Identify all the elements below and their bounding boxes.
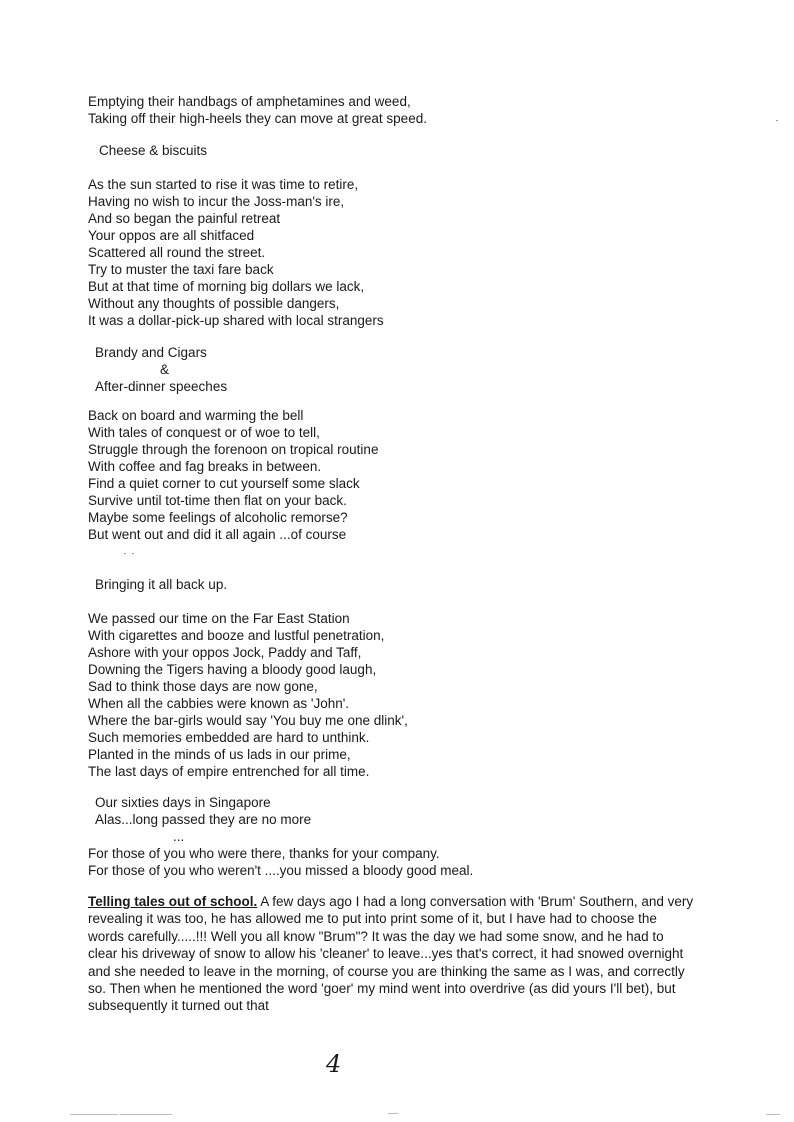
scan-artifact <box>776 120 778 121</box>
stanza-3 <box>88 407 728 543</box>
poem-line: Ashore with your oppos Jock, Paddy and Taff, <box>88 645 362 660</box>
scan-artifact <box>120 1114 172 1115</box>
poem-line: Back on board and warming the bell <box>88 408 304 423</box>
poem-line: As the sun started to rise it was time to retire, <box>88 177 359 192</box>
poem-line: Scattered all round the street. <box>88 245 266 260</box>
stanza-1 <box>88 93 728 127</box>
poem-line: Find a quiet corner to cut yourself some slack <box>88 476 360 491</box>
scan-artifact <box>388 1113 398 1114</box>
poem-line: When all the cabbies were known as 'John'. <box>88 696 350 711</box>
poem-line: Your oppos are all shitfaced <box>88 228 255 243</box>
poem-line: Taking off their high-heels they can move at great speed. <box>88 111 427 126</box>
scan-artifact <box>70 1114 118 1115</box>
article-heading: Telling tales out of school. <box>88 894 258 909</box>
poem-line: Struggle through the forenoon on tropical routine <box>88 442 379 457</box>
scan-artifact <box>132 553 134 554</box>
poem-line: Without any thoughts of possible dangers, <box>88 296 340 311</box>
scan-artifact <box>766 1114 780 1115</box>
stanza-2 <box>88 176 728 329</box>
poem-line: With tales of conquest or of woe to tell, <box>88 425 320 440</box>
poem-line: Sad to think those days are now gone, <box>88 679 318 694</box>
stanza-4 <box>88 610 728 780</box>
article-paragraph <box>88 893 694 1015</box>
poem-line: Survive until tot-time then flat on your back. <box>88 493 347 508</box>
poem-line: It was a dollar-pick-up shared with local strangers <box>88 313 384 328</box>
course-heading-bringing: Bringing it all back up. <box>95 577 228 592</box>
closing-lines: Our sixties days in Singapore Alas...long passed they are no more ... For those of you who were there, thanks for your company. For those of you who weren't ....you missed a bloody good meal. <box>88 795 474 878</box>
poem-line: Having no wish to incur the Joss-man's ire, <box>88 194 345 209</box>
poem-line: Such memories embedded are hard to unthink. <box>88 730 370 745</box>
poem-line: Emptying their handbags of amphetamines and weed, <box>88 94 411 109</box>
poem-line: We passed our time on the Far East Station <box>88 611 350 626</box>
poem-line: But at that time of morning big dollars we lack, <box>88 279 365 294</box>
poem-line: But went out and did it all again ...of course <box>88 527 347 542</box>
course-heading-brandy: Brandy and Cigars & After-dinner speeches <box>95 345 228 394</box>
poem-line: And so began the painful retreat <box>88 211 281 226</box>
poem-line: With coffee and fag breaks in between. <box>88 459 322 474</box>
poem-line: Try to muster the taxi fare back <box>88 262 274 277</box>
poem-line: Maybe some feelings of alcoholic remorse? <box>88 510 348 525</box>
page-number: 4 <box>326 1050 342 1078</box>
poem-line: Downing the Tigers having a bloody good laugh, <box>88 662 377 677</box>
scan-artifact <box>124 553 126 554</box>
poem-line: With cigarettes and booze and lustful penetration, <box>88 628 385 643</box>
poem-line: Planted in the minds of us lads in our prime, <box>88 747 351 762</box>
article-body: A few days ago I had a long conversation with 'Brum' Southern, and very revealing it was too, he has allowed me to put into print some of it, but I have had to choose the words carefully.....!!! Well you all know "Brum"? It was the day we had some snow, and he had to clear his driveway of snow to allow his 'cleaner' to leave...yes that's correct, it had snowed overnight and she needed to leave in the morning, of course you are thinking the same as I was, and correctly so. Then when he mentioned the word 'goer' my mind went into overdrive (as did yours I'll bet), but subsequently it turned out that <box>88 894 694 1014</box>
poem-line: Where the bar-girls would say 'You buy me one dlink', <box>88 713 408 728</box>
poem-line: The last days of empire entrenched for all time. <box>88 764 370 779</box>
course-heading-cheese: Cheese & biscuits <box>99 143 208 158</box>
